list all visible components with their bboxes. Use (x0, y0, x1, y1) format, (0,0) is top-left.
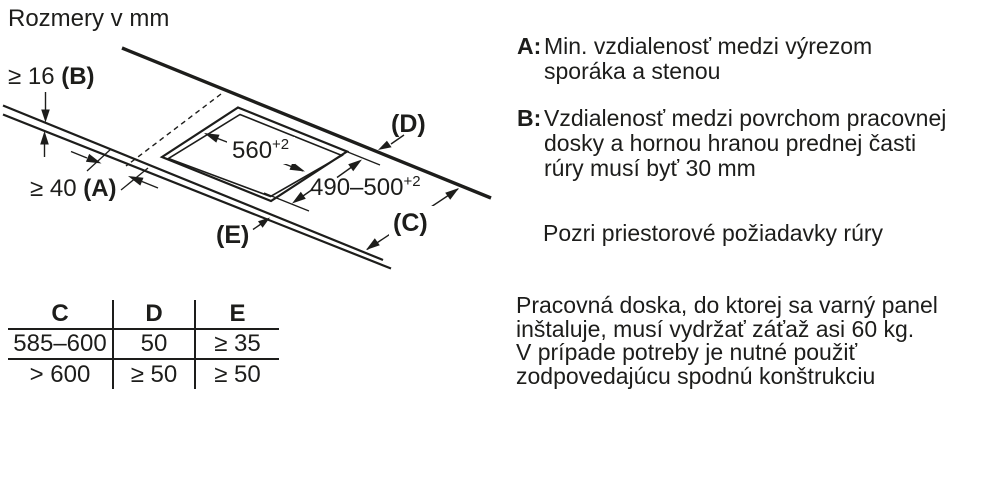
table-row (8, 359, 279, 389)
ref-label-e: (E) (216, 221, 250, 249)
dimensions-table (8, 300, 279, 389)
note-line: inštaluje, musí vydržať záťaž asi 60 kg. (516, 315, 915, 342)
dim-cutout-depth-label: $490-500^{+2}$ (310, 173, 421, 201)
oven-requirements-note: Pozri priestorové požiadavky rúry (543, 220, 884, 246)
col-header-d: D (113, 300, 195, 329)
dim-thickness (8, 63, 95, 157)
col-header-c: C (8, 300, 113, 329)
note-line: rúry musí byť 30 mm (544, 155, 756, 181)
cell-c2: > 600 (29, 360, 91, 388)
installation-diagram (0, 0, 500, 292)
dim-thickness-label: ≥ 16 (B) (8, 63, 95, 90)
arrowhead-icon (128, 176, 144, 186)
arrowhead-icon (204, 133, 220, 143)
dim-cutout-width-label: $560^{+2}$ (232, 136, 290, 164)
ref-d (378, 110, 426, 150)
note-line: Min. vzdialenosť medzi výrezom (544, 33, 873, 59)
note-b-text (544, 106, 946, 181)
cell-d1: 50 (113, 329, 195, 359)
arrowhead-icon (86, 154, 102, 164)
note-line: sporáka a stenou (544, 58, 721, 84)
note-b (517, 106, 946, 181)
dim-wall-distance-label: ≥ 40 (A) (30, 175, 117, 202)
note-a (517, 34, 872, 84)
worktop-load-note (516, 294, 938, 388)
ref-e (216, 218, 270, 250)
cell-d2: ≥ 50 (113, 359, 195, 389)
cell-e2: ≥ 50 (214, 360, 261, 388)
table-row (8, 329, 279, 359)
cell-e1: ≥ 35 (195, 329, 279, 359)
ref-e-leader-line (253, 224, 261, 230)
note-line: zodpovedajúcu spodnú konštrukciu (516, 362, 876, 389)
arrowhead-icon (378, 141, 392, 150)
arrowhead-icon (348, 160, 362, 172)
note-line: dosky a hornou hranou prednej časti (544, 130, 917, 156)
note-a-label: A: (517, 33, 542, 59)
arrowhead-icon (366, 238, 380, 250)
note-line: V prípade potreby je nutné použiť (516, 339, 858, 365)
note-b-label: B: (517, 105, 542, 131)
ref-label-c: (C) (393, 209, 428, 237)
arrowhead-icon (445, 188, 459, 200)
note-a-text (544, 34, 872, 84)
ref-label-d: (D) (391, 110, 426, 138)
page-title: Rozmery v mm (8, 5, 170, 32)
note-line: Pracovná doska, do ktorej sa varný panel (516, 292, 938, 318)
table-header-row (8, 300, 279, 329)
dim-wall-distance-line (142, 182, 158, 189)
cell-c1: 585–600 (8, 329, 113, 359)
dim-cutout-width (204, 133, 305, 172)
note-line: Vzdialenosť medzi povrchom pracovnej (544, 105, 947, 131)
arrowhead-icon (292, 192, 306, 204)
col-header-e: E (195, 300, 279, 329)
dim-wall-distance-line (71, 152, 87, 159)
extension-line (344, 151, 380, 166)
